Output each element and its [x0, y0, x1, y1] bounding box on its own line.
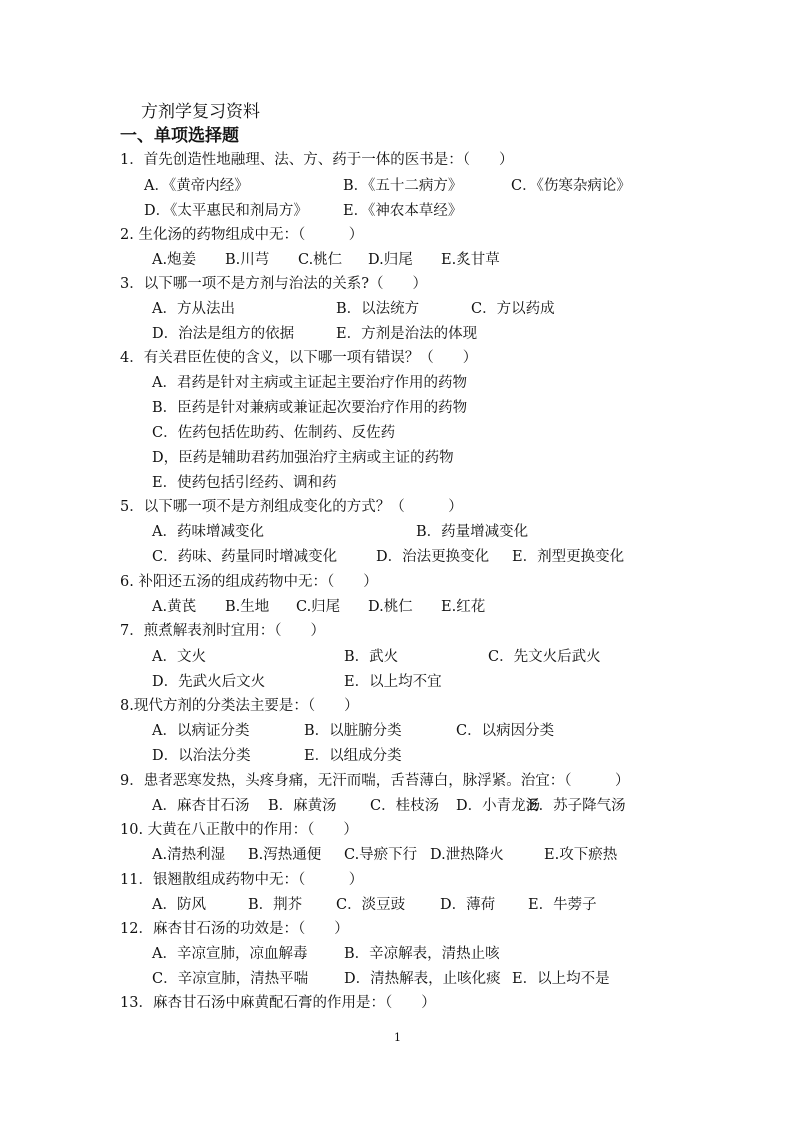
- answer-option: B．以脏腑分类: [304, 723, 402, 739]
- question-stem: 2. 生化汤的药物组成中无：（ ）: [120, 227, 364, 243]
- option-row: [0, 843, 793, 865]
- answer-option: C．桂枝汤: [370, 798, 440, 814]
- answer-option: B．药量增减变化: [416, 524, 529, 540]
- question-stem: 10. 大黄在八正散中的作用：（ ）: [120, 822, 358, 838]
- option-row: [0, 645, 793, 667]
- answer-option: C.桃仁: [298, 252, 343, 268]
- answer-option: B．武火: [344, 649, 399, 665]
- answer-option: C．先文火后武火: [488, 649, 601, 665]
- question-stem: 5．以下哪一项不是方剂组成变化的方式？（ ）: [120, 499, 463, 515]
- answer-option: B.生地: [225, 599, 270, 615]
- answer-option: C．《伤寒杂病论》: [511, 178, 631, 194]
- option-row: [0, 744, 793, 766]
- answer-option: B．麻黄汤: [268, 798, 337, 814]
- option-row: [0, 322, 793, 344]
- option-row: [0, 421, 793, 443]
- answer-option: D．清热解表，止咳化痰: [344, 971, 501, 987]
- question-stem: 12．麻杏甘石汤的功效是：（ ）: [120, 921, 349, 937]
- question-stem: 1．首先创造性地融理、法、方、药于一体的医书是：（ ）: [120, 152, 514, 168]
- answer-option: B.泻热通便: [248, 847, 322, 863]
- document-title: 方剂学复习资料: [141, 102, 260, 122]
- answer-option: D．以治法分类: [152, 748, 251, 764]
- answer-option: A．辛凉宣肺，凉血解毒: [152, 946, 308, 962]
- answer-option: B．荆芥: [248, 897, 303, 913]
- answer-option: A.黄芪: [152, 599, 197, 615]
- option-row: [0, 794, 793, 816]
- question-stem: 3．以下哪一项不是方剂与治法的关系?（ ）: [120, 276, 427, 292]
- answer-option: E．剂型更换变化: [512, 549, 625, 565]
- answer-option: D．小青龙汤: [456, 798, 541, 814]
- option-row: [0, 371, 793, 393]
- answer-option: C．药味、药量同时增减变化: [152, 549, 338, 565]
- option-row: [0, 471, 793, 493]
- answer-option: E．使药包括引经药、调和药: [152, 475, 337, 491]
- option-row: [0, 719, 793, 741]
- option-row: [0, 446, 793, 468]
- answer-option: A．防风: [152, 897, 206, 913]
- answer-option: A．文火: [152, 649, 206, 665]
- answer-option: D．薄荷: [440, 897, 496, 913]
- section-heading: 一、单项选择题: [120, 126, 239, 146]
- answer-option: A.炮姜: [152, 252, 197, 268]
- answer-option: E.炙甘草: [441, 252, 500, 268]
- answer-option: B．辛凉解表，清热止咳: [344, 946, 500, 962]
- option-row: [0, 595, 793, 617]
- answer-option: C．辛凉宣肺，清热平喘: [152, 971, 309, 987]
- question-stem: 6. 补阳还五汤的组成药物中无：（ ）: [120, 574, 378, 590]
- page-number: 1: [394, 1031, 401, 1044]
- answer-option: A.清热利湿: [152, 847, 226, 863]
- question-stem: 4．有关君臣佐使的含义，以下哪一项有错误？（ ）: [120, 350, 478, 366]
- answer-option: C.导瘀下行: [344, 847, 418, 863]
- answer-option: B.川芎: [225, 252, 270, 268]
- answer-option: B．臣药是针对兼病或兼证起次要治疗作用的药物: [152, 400, 468, 416]
- question-stem: 11．银翘散组成药物中无：（ ）: [120, 872, 364, 888]
- option-row: [0, 297, 793, 319]
- answer-option: C．方以药成: [471, 301, 555, 317]
- answer-option: E.红花: [441, 599, 486, 615]
- answer-option: D，臣药是辅助君药加强治疗主病或主证的药物: [152, 450, 454, 466]
- answer-option: C．佐药包括佐助药、佐制药、反佐药: [152, 425, 396, 441]
- answer-option: D.泄热降火: [430, 847, 504, 863]
- answer-option: E．方剂是治法的体现: [336, 326, 478, 342]
- option-row: [0, 248, 793, 270]
- question-stem: 9．患者恶寒发热，头疼身痛，无汗而喘，舌苔薄白，脉浮紧。治宜：（ ）: [120, 773, 630, 789]
- option-row: [0, 670, 793, 692]
- answer-option: D．治法是组方的依据: [152, 326, 295, 342]
- answer-option: A．以病证分类: [152, 723, 250, 739]
- option-row: [0, 520, 793, 542]
- answer-option: E．苏子降气汤: [528, 798, 626, 814]
- answer-option: B．以法统方: [336, 301, 420, 317]
- answer-option: A．药味增减变化: [152, 524, 264, 540]
- answer-option: A．麻杏甘石汤: [152, 798, 250, 814]
- answer-option: E．以组成分类: [304, 748, 402, 764]
- answer-option: D.归尾: [368, 252, 413, 268]
- answer-option: C．以病因分类: [456, 723, 555, 739]
- option-row: [0, 967, 793, 989]
- option-row: [0, 199, 793, 221]
- answer-option: C．淡豆豉: [336, 897, 406, 913]
- answer-option: E．以上均不是: [512, 971, 610, 987]
- answer-option: E．《神农本草经》: [343, 203, 463, 219]
- answer-option: D．先武火后文火: [152, 674, 266, 690]
- answer-option: D．治法更换变化: [376, 549, 490, 565]
- option-row: [0, 174, 793, 196]
- option-row: [0, 893, 793, 915]
- answer-option: E．以上均不宜: [344, 674, 442, 690]
- answer-option: A．方从法出: [152, 301, 235, 317]
- answer-option: D．《太平惠民和剂局方》: [144, 203, 308, 219]
- answer-option: A．君药是针对主病或主证起主要治疗作用的药物: [152, 375, 467, 391]
- question-stem: 13．麻杏甘石汤中麻黄配石膏的作用是：（ ）: [120, 995, 436, 1011]
- option-row: [0, 396, 793, 418]
- option-row: [0, 942, 793, 964]
- answer-option: E.攻下瘀热: [544, 847, 618, 863]
- answer-option: E．牛蒡子: [528, 897, 597, 913]
- answer-option: C.归尾: [296, 599, 341, 615]
- answer-option: B．《五十二病方》: [343, 178, 463, 194]
- answer-option: A．《黄帝内经》: [144, 178, 249, 194]
- option-row: [0, 545, 793, 567]
- answer-option: D.桃仁: [368, 599, 413, 615]
- question-stem: 7．煎煮解表剂时宜用：（ ）: [120, 623, 325, 639]
- question-stem: 8.现代方剂的分类法主要是：（ ）: [120, 698, 359, 714]
